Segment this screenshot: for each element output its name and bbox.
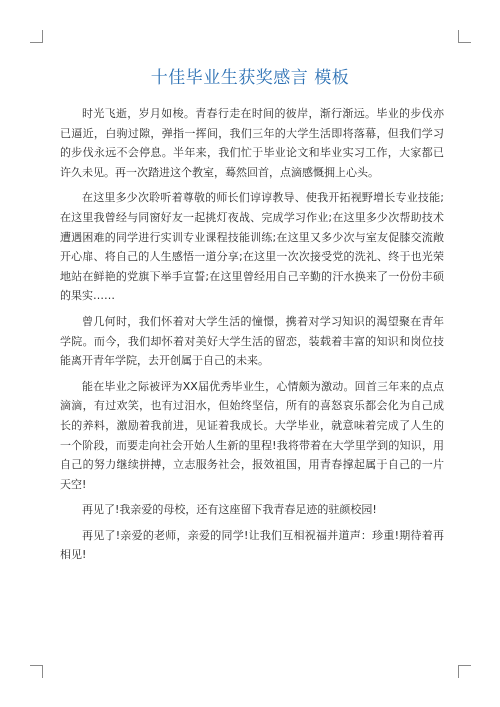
paragraph-5: 再见了!我亲爱的母校，还有这座留下我青春足迹的驻颜校园! <box>82 503 377 517</box>
crop-mark-top-left <box>30 30 43 43</box>
crop-mark-bottom-right <box>458 665 471 678</box>
paragraph-6: 再见了!亲爱的老师，亲爱的同学!让我们互相祝福并道声：珍重!期待着再相见! <box>60 528 444 562</box>
paragraph-4: 能在毕业之际被评为XX届优秀毕业生，心情颇为激动。回首三年来的点点滴滴，有过欢笑，也有过泪水，但始终坚信，所有的喜怒哀乐都会化为自己成长的养料，激励着我前进，见证着我成长。大学毕业，就意味着完成了人生的一个阶段，而要走向社会开始人生新的里程!我将带着在大学里学到的知识，用自己的努力继续拼搏，立志服务社会，报效祖国，用青春撑起属于自己的一片天空! <box>60 379 444 491</box>
paragraph-1: 时光飞逝，岁月如梭。青春行走在时间的彼岸，渐行渐远。毕业的步伐亦已逼近，白驹过隙，弹指一挥间，我们三年的大学生活即将落幕，但我们学习的步伐永远不会停息。半年来，我们忙于毕业论文和毕业实习工作，大家都已许久未见。再一次踏进这个教室，蓦然回首，点滴感慨拥上心头。 <box>60 107 444 179</box>
document-title: 十佳毕业生获奖感言 模板 <box>150 68 350 88</box>
document-body <box>60 104 444 565</box>
crop-mark-top-right <box>458 30 471 43</box>
crop-mark-bottom-left <box>30 665 43 678</box>
paragraph-3: 曾几何时，我们怀着对大学生活的憧憬，携着对学习知识的渴望聚在青年学院。而今，我们却怀着对美好大学生活的留恋，装载着丰富的知识和岗位技能离开青年学院，去开创属于自己的未来。 <box>60 314 444 368</box>
paragraph-2: 在这里多少次聆听着尊敬的师长们谆谆教导、使我开拓视野增长专业技能;在这里我曾经与同窗好友一起挑灯夜战、完成学习作业;在这里多少次帮助技术遭遇困难的同学进行实训专业课程技能训练;在这里又多少次与室友促膝交流敞开心扉、将自己的人生感悟一道分享;在这里一次次接受党的洗礼、终于也光荣地站在鲜艳的党旗下举手宣誓;在这里曾经用自己辛勤的汗水换来了一份份丰硕的果实…… <box>60 191 444 303</box>
